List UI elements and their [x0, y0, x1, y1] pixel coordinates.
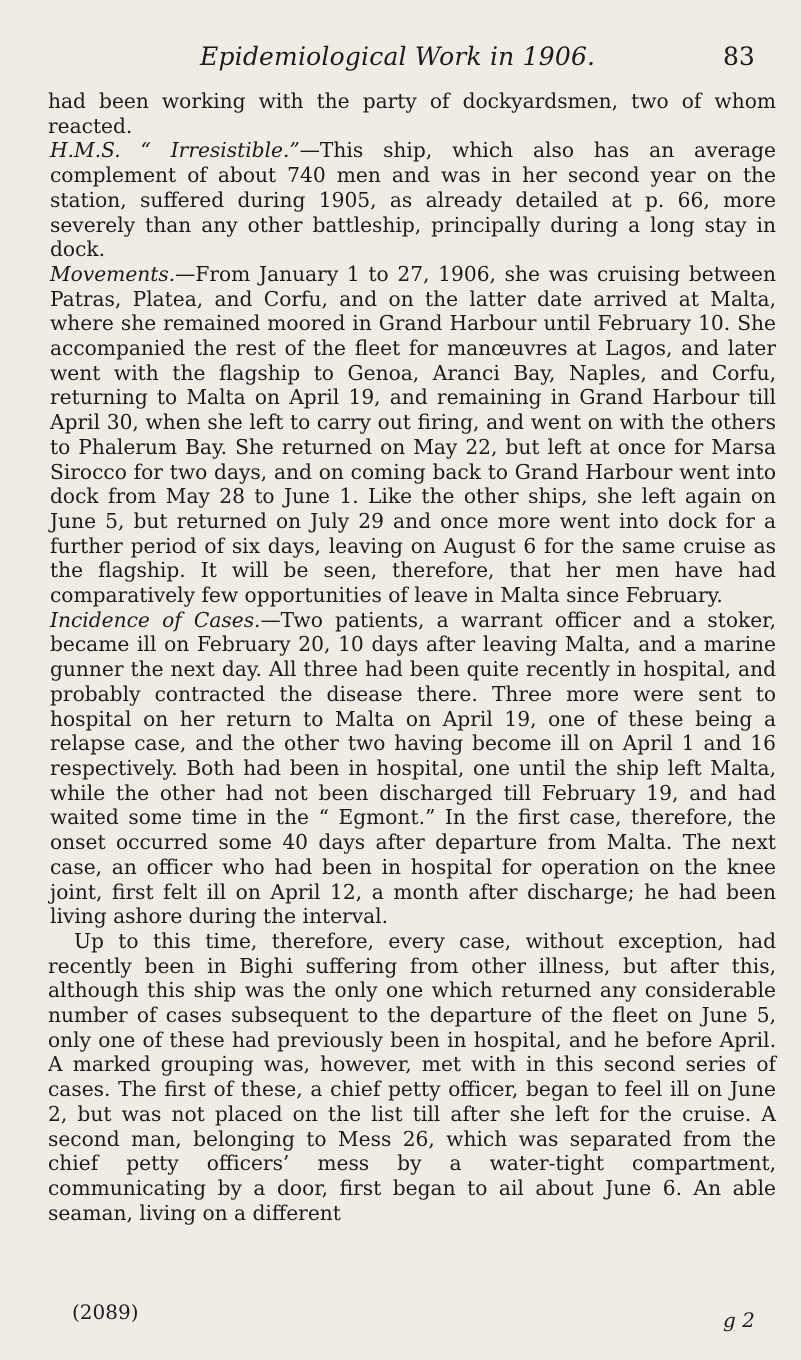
paragraph-incidence [48, 608, 776, 929]
body-text [48, 89, 776, 1225]
paragraph-ship-section [48, 138, 776, 262]
paragraph-continuation: had been working with the party of dockyardsmen, two of whom reacted. [48, 89, 776, 138]
movements-heading: Movements. [50, 261, 176, 286]
incidence-heading: Incidence of Cases. [50, 607, 261, 632]
signature-mark: g 2 [723, 1308, 755, 1332]
signature-number: (2089) [72, 1300, 139, 1324]
incidence-text: —Two patients, a warrant officer and a stoker, became ill on February 20, 10 days after leaving Malta, and a marine gunner the next day. All three had been quite recently in hospital, and probably contracted the disease there. Three more were sent to hospital on her return to Malta on April 19, one of these being a relapse case, and the other two having become ill on April 1 and 16 respectively. Both had been in hospital, one until the ship left Malta, while the other had not been discharged till February 19, and had waited some time in the “ Egmont.” In the first case, therefore, the onset occurred some 40 days after departure from Malta. The next case, an officer who had been in hospital for operation on the knee joint, first felt ill on April 12, a month after discharge; he had been living ashore during the interval. [50, 607, 776, 929]
ship-heading: H.M.S. “ Irresistible.” [50, 138, 300, 163]
paragraph-movements [48, 262, 776, 608]
page-number: 83 [723, 42, 755, 71]
ship-paragraph-text: —This ship, which also has an average complement of about 740 men and was in her second year on the station, suffered during 1905, as already detailed at p. 66, more severely than any other battleship, principally during a long stay in dock. [50, 138, 777, 262]
page-footer [0, 1300, 801, 1340]
running-title: Epidemiological Work in 1906. [200, 42, 596, 71]
page-header [0, 42, 801, 82]
movements-text: —From January 1 to 27, 1906, she was cruising between Patras, Platea, and Corfu, and on the latter date arrived at Malta, where she remained moored in Grand Harbour until February 10. She accompanied the rest of the fleet for manœuvres at Lagos, and later went with the flagship to Genoa, Aranci Bay, Naples, and Corfu, returning to Malta on April 19, and remaining in Grand Harbour till April 30, when she left to carry out firing, and went on with the others to Phalerum Bay. She returned on May 22, but left at once for Marsa Sirocco for two days, and on coming back to Grand Harbour went into dock from May 28 to June 1. Like the other ships, she left again on June 5, but returned on July 29 and once more went into dock for a further period of six days, leaving on August 6 for the same cruise as the flagship. It will be seen, therefore, that her men have had comparatively few opportunities of leave in Malta since February. [50, 261, 776, 608]
paragraph-summary: Up to this time, therefore, every case, without exception, had recently been in Bighi suffering from other illness, but after this, although this ship was the only one which returned any considerable number of cases subsequent to the departure of the fleet on June 5, only one of these had previously been in hospital, and he before April. A marked grouping was, however, met with in this second series of cases. The first of these, a chief petty officer, began to feel ill on June 2, but was not placed on the list till after she left for the cruise. A second man, belonging to Mess 26, which was separated from the chief petty officers’ mess by a water-tight compartment, communicating by a door, first began to ail about June 6. An able seaman, living on a different [48, 928, 776, 1225]
